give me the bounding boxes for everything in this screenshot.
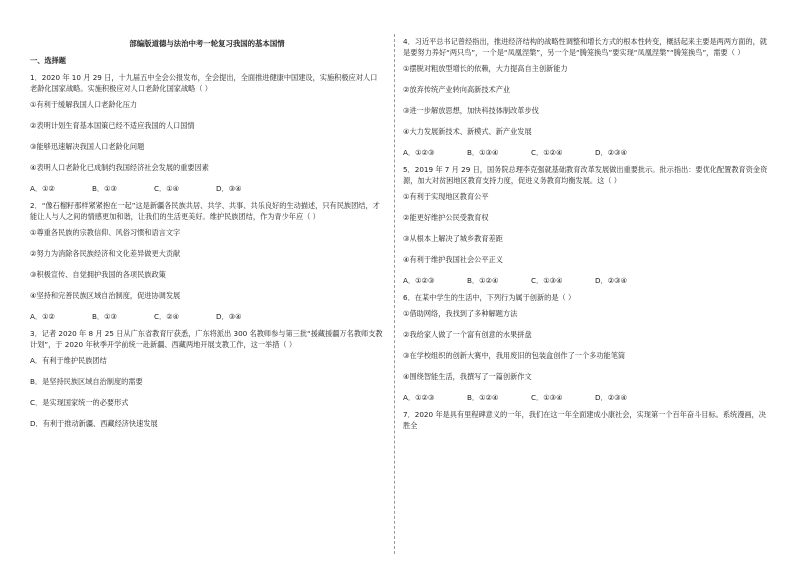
question-stem: 5．2019 年 7 月 29 日，国务院总理李克强就基础教育改革发展做出重要批示。批示指出：要优化配置教育资金资源，加大对贫困地区教育支持力度，促进义务教育均衡发展。这（ ）: [403, 165, 768, 185]
choice-b: B．是坚持民族区域自治制度的需要: [30, 377, 143, 386]
question-7: [403, 409, 773, 431]
choice-d: D．③④: [216, 184, 242, 193]
statement-item: ②努力为消除各民族经济和文化差异做更大贡献: [30, 249, 181, 258]
statement-item: ④大力发展新技术、新模式、新产业发展: [403, 127, 532, 136]
document-title: 部编版道德与法治中考一轮复习我国的基本国情: [129, 39, 285, 48]
statement-item: ①摆脱对粗放型增长的依赖，大力提高自主创新能力: [403, 64, 568, 73]
question-stem: 6．在某中学生的生活中，下列行为属于创新的是（ ）: [403, 293, 576, 302]
answer-choices: [30, 183, 384, 194]
statement-item: ④围绕智能生活，我撰写了一篇创新作文: [403, 372, 532, 381]
left-column: [30, 36, 384, 439]
question-2: [30, 200, 384, 322]
choice-a: A．有利于维护民族团结: [30, 356, 107, 365]
choice-c: C．是实现国家统一的必要形式: [30, 398, 129, 407]
choice-b: B．①②④: [467, 393, 499, 402]
question-stem: 7．2020 年是具有里程碑意义的一年，我们在这一年全面建成小康社会，实现第一个百年奋斗目标。系统漫画，决胜全: [403, 410, 766, 430]
statement-item: ④表明人口老龄化已成制约我国经济社会发展的重要因素: [30, 163, 209, 172]
statement-item: ①借助网络，我找到了多种解题方法: [403, 309, 518, 318]
question-5: [403, 164, 773, 286]
question-6: [403, 292, 773, 403]
choice-d: D．②③④: [595, 148, 628, 157]
statement-item: ③能够迅速解决我国人口老龄化问题: [30, 142, 145, 151]
question-1: [30, 72, 384, 194]
choice-c: C．②④: [154, 312, 180, 321]
statement-item: ②能更好维护公民受教育权: [403, 213, 489, 222]
statement-item: ②放弃传统产业转向高新技术产业: [403, 85, 511, 94]
choice-d: D．③④: [216, 312, 242, 321]
choice-b: B．①③④: [467, 148, 499, 157]
question-stem: 4．习近平总书记曾经指出，推进经济结构的战略性调整和增长方式的根本性转变，概括起来主要是两两方面的，就是要努力养好“两只鸟”，一个是“凤凰涅槃”，另一个是“腾笼换鸟”要实现“凤凰涅槃”“腾笼换鸟”，需要（ ）: [403, 37, 767, 57]
statement-item: ①有利于实现地区教育公平: [403, 192, 489, 201]
right-column: [403, 36, 773, 436]
statement-item: ④有利于维护我国社会公平正义: [403, 255, 503, 264]
answer-choices: [403, 147, 773, 158]
choice-c: C．①②④: [531, 148, 563, 157]
question-stem: 3．记者 2020 年 8 月 25 日从广东省教育厅获悉，广东将派出 300 名教师参与第三批“援藏援疆万名教师支教计划”，于 2020 年秋季开学前统一赴新疆、西藏两地开展支教工作，这一举措（ ）: [30, 329, 383, 349]
question-4: [403, 36, 773, 158]
choice-d: D．有利于推动新疆、西藏经济快速发展: [30, 419, 158, 428]
choice-a: A．①②③: [403, 393, 435, 402]
choice-a: A．①②: [30, 184, 55, 193]
choice-a: A．①②③: [403, 148, 435, 157]
choice-d: D．②③④: [595, 276, 628, 285]
choice-a: A．①②: [30, 312, 55, 321]
choice-b: B．①②④: [467, 276, 499, 285]
statement-item: ③从根本上解决了城乡教育差距: [403, 234, 503, 243]
statement-item: ③进一步解放思想，加快科技体制改革步伐: [403, 106, 539, 115]
statement-item: ①尊重各民族的宗教信仰、风俗习惯和语言文字: [30, 228, 181, 237]
choice-a: A．①②③: [403, 276, 435, 285]
statement-item: ②我给家人做了一个富有创意的水果拼盘: [403, 330, 532, 339]
question-stem: 1．2020 年 10 月 29 日，十九届五中全会公报发布，全会提出，全面推进健康中国建设，实施积极应对人口老龄化国家战略。实施积极应对人口老龄化国家战略（ ）: [30, 73, 378, 93]
question-3: [30, 328, 384, 429]
statement-item: ②表明计划生育基本国策已经不适应我国的人口国情: [30, 121, 195, 130]
column-divider: [394, 34, 395, 554]
statement-item: ①有利于缓解我国人口老龄化压力: [30, 100, 138, 109]
statement-item: ③在学校组织的创新大赛中，我用废旧的包装盒创作了一个多功能笔筒: [403, 351, 626, 360]
answer-choices: [403, 275, 773, 286]
question-stem: 2．“像石榴籽那样紧紧抱在一起”这是新疆各民族共居、共学、共事、共乐良好的生动描述，只有民族团结，才能让人与人之间的情感更加和谐，让我们的生活更美好。维护民族团结，作为青少年应（ ）: [30, 201, 380, 221]
statement-item: ③积极宣传、自觉拥护我国的各项民族政策: [30, 270, 166, 279]
answer-choices: [30, 311, 384, 322]
statement-item: ④坚持和完善民族区域自治制度，促进协调发展: [30, 291, 181, 300]
choice-c: C．①③④: [531, 276, 563, 285]
choice-b: B．①③: [92, 184, 118, 193]
choice-b: B．①③: [92, 312, 118, 321]
choice-c: C．①③④: [531, 393, 563, 402]
choice-c: C．①④: [154, 184, 180, 193]
section-heading: 一、选择题: [30, 56, 66, 65]
choice-d: D．②③④: [595, 393, 628, 402]
answer-choices: [403, 392, 773, 403]
